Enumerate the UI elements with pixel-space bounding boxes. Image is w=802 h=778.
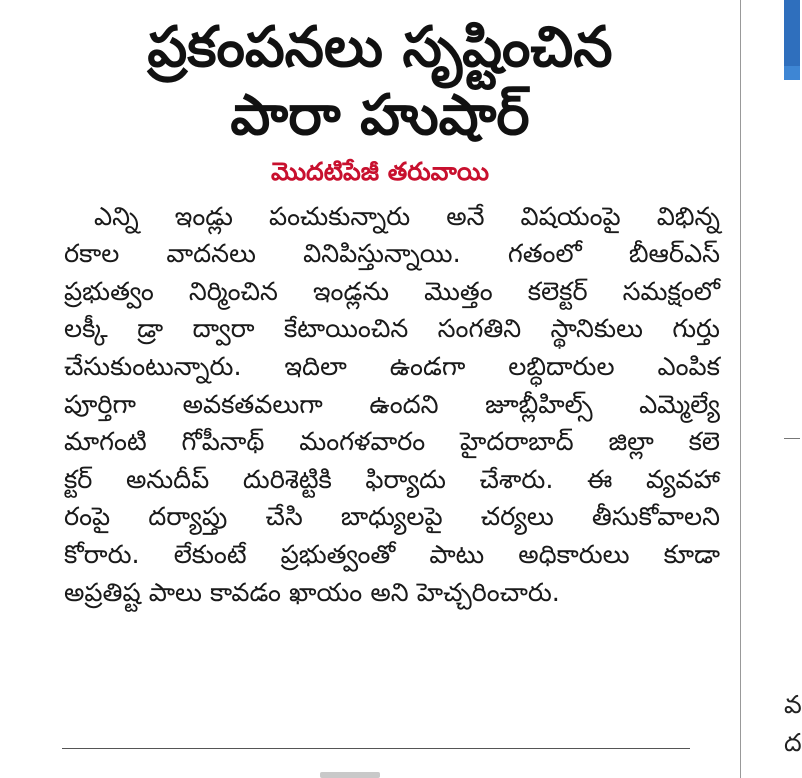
body-line: అప్రతిష్ట పాలు కావడం ఖాయం అని హెచ్చరించారు.: [64, 577, 560, 608]
headline-line-2: పారా హుషార్: [230, 83, 530, 149]
body-line: క్టర్ అనుదీప్ దురిశెట్టికి ఫిర్యాదు చేశారు. ఈ వ్యవహా: [64, 464, 720, 495]
adjacent-divider: [784, 438, 800, 439]
body-line: రంపై దర్యాప్తు చేసి బాధ్యులపై చర్యలు తీసుకోవాలని: [64, 502, 720, 533]
headline-line-1: ప్రకంపనలు సృష్టించిన: [147, 15, 613, 80]
adjacent-text-fragment: వ: [784, 690, 802, 719]
body-line: ఎన్ని ఇండ్లు పంచుకున్నారు అనే విషయంపై విభిన్న: [94, 201, 720, 232]
continuation-label: మొదటిపేజీ తరువాయి: [270, 156, 490, 186]
adjacent-column: [740, 0, 800, 778]
next-article-fragment: [320, 772, 380, 778]
article: [40, 14, 720, 612]
body-line: ప్రభుత్వం నిర్మించిన ఇండ్లను మొత్తం కలెక్టర్ సమక్షంలో: [64, 276, 720, 307]
body-line: మాగంటి గోపీనాథ్ మంగళవారం హైదరాబాద్ జిల్లా కలె: [64, 427, 720, 458]
bottom-divider: [62, 748, 690, 749]
body-line: రకాల వాదనలు వినిపిస్తున్నాయి. గతంలో బీఆర్ఎస్: [64, 239, 720, 270]
adjacent-banner-strip: [784, 66, 800, 80]
body-line: పూర్తిగా అవకతవలుగా ఉందని జూబ్లీహిల్స్ ఎమ్మెల్యే: [64, 389, 720, 420]
body-line: లక్కీ డ్రా ద్వారా కేటాయించిన సంగతిని స్థానికులు గుర్తు: [64, 314, 720, 345]
adjacent-banner: [784, 0, 800, 66]
headline: [40, 14, 720, 151]
adjacent-text-fragment: ద: [784, 728, 802, 757]
article-body: [40, 199, 720, 613]
body-line: చేసుకుంటున్నారు. ఇదిలా ఉండగా లబ్ధిదారుల ఎంపిక: [64, 352, 720, 382]
column-divider: [740, 0, 741, 778]
body-line: కోరారు. లేకుంటే ప్రభుత్వంతో పాటు అధికారులు కూడా: [64, 539, 720, 570]
